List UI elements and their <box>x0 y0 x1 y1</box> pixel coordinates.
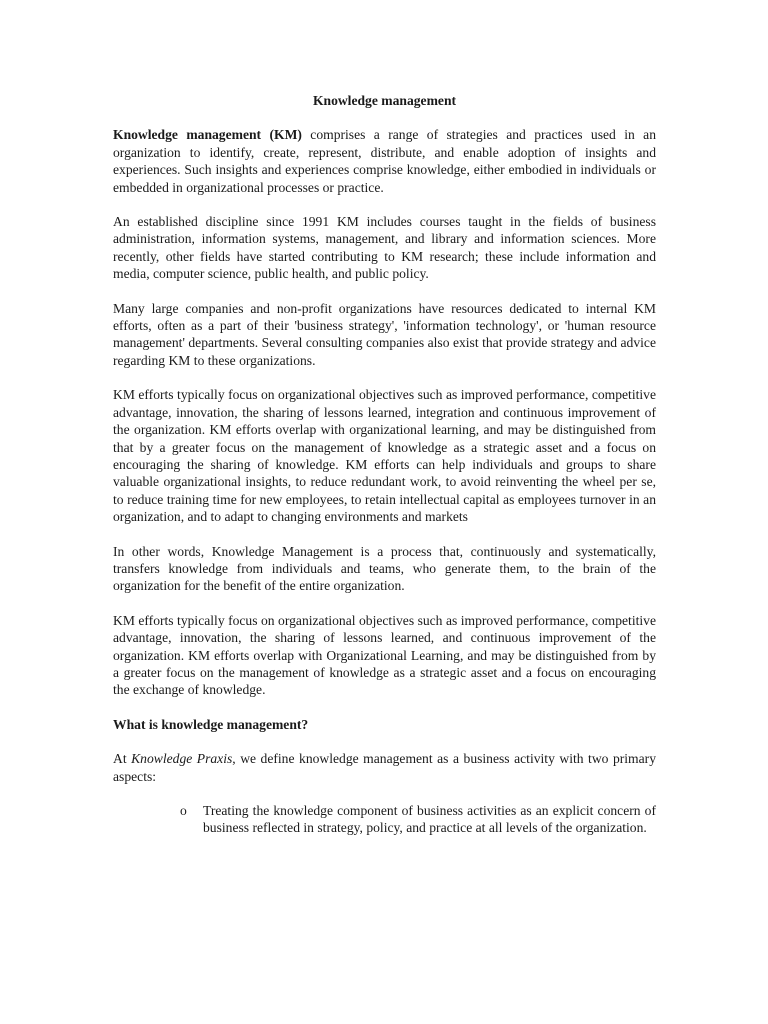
list-item-text: Treating the knowledge component of business activities as an explicit concern of business reflected in strategy, policy, and practice at all levels of the organization. <box>203 803 656 836</box>
document-page <box>113 92 656 837</box>
paragraph-objectives: KM efforts typically focus on organizational objectives such as improved performance, competitive advantage, innovation, the sharing of lessons learned, integration and continuous improvement of the organization. KM efforts overlap with organizational learning, and may be distinguished from that by a greater focus on the management of knowledge as a strategic asset and a focus on encouraging the sharing of knowledge. KM efforts can help individuals and groups to share valuable organizational insights, to reduce redundant work, to avoid reinventing the wheel per se, to reduce training time for new employees, to retain intellectual capital as employees turnover in an organization, and to adapt to changing environments and markets <box>113 387 656 525</box>
paragraph-organizations: Many large companies and non-profit organizations have resources dedicated to internal KM efforts, often as a part of their 'business strategy', 'information technology', or 'human resource management' departments. Several consulting companies also exist that provide strategy and advice regarding KM to these organizations. <box>113 300 656 368</box>
intro-paragraph <box>113 126 656 196</box>
paragraph-history: An established discipline since 1991 KM includes courses taught in the fields of business administration, information systems, management, and library and information sciences. More recently, other fields have started contributing to KM research; these include information and media, computer science, public health, and public policy. <box>113 214 656 282</box>
aspects-list <box>113 802 656 837</box>
section-intro-paragraph <box>113 750 656 785</box>
document-title: Knowledge management <box>312 93 457 108</box>
company-name: Knowledge Praxis <box>131 751 233 767</box>
intro-term: Knowledge management (KM) <box>113 127 302 143</box>
intro-text: comprises a range of strategies and practices used in an organization to identify, create, represent, distribute, and enable adoption of insights and experiences. Such insights and experiences comprise knowledge, either embodied in individuals or embedded in organizational processes or practice. <box>113 127 656 195</box>
list-item <box>180 802 656 837</box>
paragraph-objectives-repeat: KM efforts typically focus on organizational objectives such as improved performance, competitive advantage, innovation, the sharing of lessons learned, and continuous improvement of the organization. KM efforts overlap with Organizational Learning, and may be distinguished from by a greater focus on the management of knowledge as a strategic asset and a focus on encouraging the exchange of knowledge. <box>113 612 656 698</box>
paragraph-process: In other words, Knowledge Management is a process that, continuously and systematically, transfers knowledge from individuals and teams, who generate them, to the brain of the organization for the benefit of the entire organization. <box>113 543 656 594</box>
bullet-icon: o <box>180 803 187 818</box>
section-intro-text: , we define knowledge management as a business activity with two primary aspects: <box>113 751 656 784</box>
section-heading: What is knowledge management? <box>113 716 309 732</box>
section-intro-prefix: At <box>113 751 132 767</box>
